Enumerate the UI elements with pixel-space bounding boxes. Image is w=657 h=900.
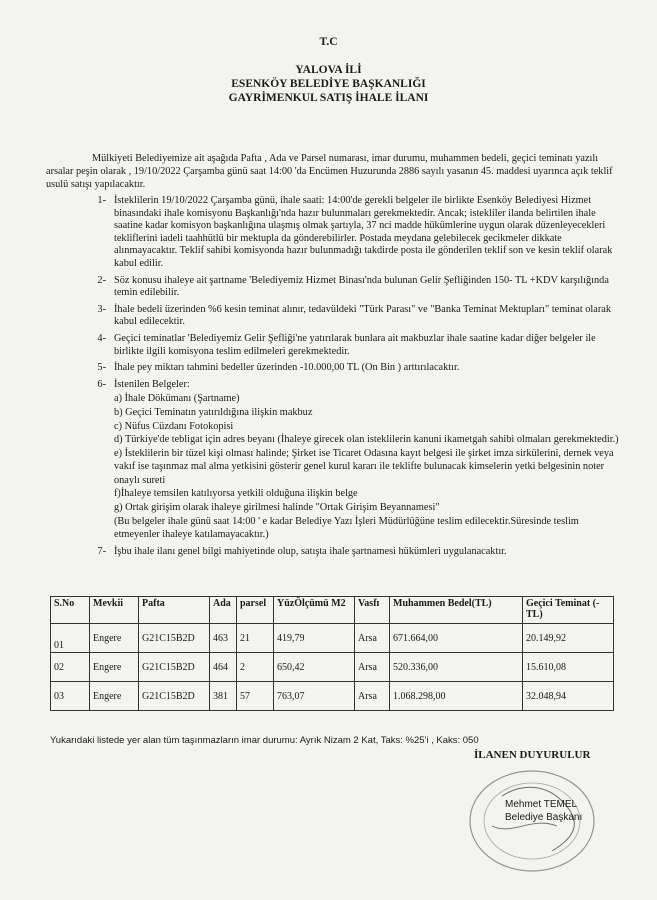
closing-announcement: İLANEN DUYURULUR [474,749,591,761]
intro-paragraph: Mülkiyeti Belediyemize ait aşağıda Pafta , Ada ve Parsel numarası, imar durumu, muhammen bedeli, geçici teminatı yazılı arsalar peşin olarak , 19/10/2022 Çarşamba günü saat 14:00 'da Encümen Huzurunda 2886 sayılı yasanın 45. maddesi uyarınca açık teklif usulü satışı yapılacaktır. [46,153,613,190]
cell-muhammen-bedel: 1.068.298,00 [390,682,523,711]
document-item: e) İsteklilerin bir tüzel kişi olması halinde; Şirket ise Ticaret Odasına kayıt belgesi ile şirket imza sirkülerini, dernek veya vakıf ise taşınmaz mal alma yetkisini gösterir genel kurul kararı ile teklifte bulunacak kimselerin yetki belgesinin noter onaylı sureti [114,447,614,486]
list-item [46,362,626,375]
signatory-title: Belediye Başkanı [505,812,583,823]
header-tc: T.C [319,36,338,48]
column-header: Muhammen Bedel(TL) [390,597,523,624]
cell-gecici-teminat: 15.610,08 [523,653,614,682]
zoning-footnote: Yukarıdaki listede yer alan tüm taşınmazların imar durumu: Ayrık Nizam 2 Kat, Taks: %25'i , Kaks: 050 [50,735,479,746]
table-row [51,624,614,653]
signatory-name: Mehmet TEMEL [505,799,578,810]
item-text: Söz konusu ihaleye ait şartname 'Belediyemiz Hizmet Binası'nda bulunan Gelir Şefliğinden 150- TL +KDV karşılığında temin edilebilir. [114,274,609,299]
column-header: Ada [210,597,237,624]
column-header: parsel [237,597,274,624]
items-list [46,195,626,562]
column-header: S.No [51,597,90,624]
cell-gecici-teminat: 32.048,94 [523,682,614,711]
required-documents-list [114,392,626,542]
list-item [46,333,626,358]
item-text: İsteklilerin 19/10/2022 Çarşamba günü, ihale saati: 14:00'de gerekli belgeler ile birlikte Esenköy Belediyesi Hizmet binasındaki ihale komisyonu Başkanlığı'nda hazır bulunmaları gerekmektedir. Ancak; istekliler ilanda belirtilen ihale saatine kadar komisyon başkanlığına ulaşmış olmak şartıyla, 37 nci madde hükümlerine uygun olarak düzenleyecekleri tekliflerini iadeli taahhütlü bir mektupla da gönderebilirler. Postada meydana gelebilecek gecikmeler dikkate alınmayacaktır. Teklif sahibi komisyonda hazır bulunmadığı takdirde posta ile gönderilen teklif son ve kesin teklif olarak kabul edilir. [114,195,613,269]
cell-ada: 463 [210,624,237,653]
item-number: 3- [97,303,106,315]
document-item: d) Türkiye'de tebligat için adres beyanı (İhaleye girecek olan isteklilerin kanuni ikametgah sahibi olmaları gerekmektedir.) [114,434,619,446]
cell-yuzolcumu: 650,42 [274,653,355,682]
list-item [46,546,626,559]
cell-ada: 464 [210,653,237,682]
cell-mevkii: Engere [90,653,139,682]
header-municipality: ESENKÖY BELEDİYE BAŞKANLIĞI [231,78,426,90]
list-item [46,195,626,271]
item-text: İşbu ihale ilanı genel bilgi mahiyetinde olup, satışta ihale şartnamesi hükümleri uygulanacaktır. [114,545,507,557]
item-text: İstenilen Belgeler: [114,378,190,390]
cell-vasfi: Arsa [355,653,390,682]
item-text: Geçici teminatlar 'Belediyemiz Gelir Şefliği'ne yatırılarak bunlara ait makbuzlar ihale saatine kadar diğer belgeler ile birlikte ilgili komisyona teslim edilmeleri gerekmektedir. [114,332,596,357]
cell-sno: 03 [51,682,90,711]
item-number: 6- [97,378,106,390]
document-item: f)İhaleye temsilen katılıyorsa yetkili olduğuna ilişkin belge [114,488,358,500]
list-item [46,275,626,300]
cell-vasfi: Arsa [355,624,390,653]
table-row [51,682,614,711]
property-table [50,596,614,711]
column-header: Pafta [139,597,210,624]
cell-parsel: 57 [237,682,274,711]
column-header: Mevkii [90,597,139,624]
cell-vasfi: Arsa [355,682,390,711]
cell-parsel: 21 [237,624,274,653]
item-text: İhale pey miktarı tahmini bedeller üzerinden -10.000,00 TL (On Bin ) arttırılacaktır. [114,362,460,374]
list-item [46,379,626,392]
document-item: a) İhale Dökümanı (Şartname) [114,393,240,405]
item-text: İhale bedeli üzerinden %6 kesin teminat alınır, tedavüldeki "Türk Parası" ve "Banka Teminat Mektupları" teminat olarak kabul edilecektir. [114,303,611,328]
column-header: YüzÖlçümü M2 [274,597,355,624]
cell-pafta: G21C15B2D [139,653,210,682]
document-item: b) Geçici Teminatın yatırıldığına ilişkin makbuz [114,406,313,418]
cell-sno: 02 [51,653,90,682]
item-number: 2- [97,274,106,286]
column-header: Geçici Teminat (-TL) [523,597,614,624]
cell-muhammen-bedel: 520.336,00 [390,653,523,682]
column-header: Vasfı [355,597,390,624]
cell-mevkii: Engere [90,624,139,653]
header-title: GAYRİMENKUL SATIŞ İHALE İLANI [228,92,429,104]
document-item: c) Nüfus Cüzdanı Fotokopisi [114,420,234,432]
table-row [51,653,614,682]
document-item: g) Ortak girişim olarak ihaleye girilmesi halinde "Ortak Girişim Beyannamesi" [114,502,440,514]
item-number: 1- [97,195,106,206]
list-item [46,304,626,329]
cell-yuzolcumu: 419,79 [274,624,355,653]
cell-pafta: G21C15B2D [139,624,210,653]
cell-pafta: G21C15B2D [139,682,210,711]
document-item: (Bu belgeler ihale günü saat 14:00 ' e kadar Belediye Yazı İşleri Müdürlüğüne teslim edilecektir.Süresinde teslim etmeyenler ihaleye katılamayacaktır.) [114,515,579,541]
header-province: YALOVA İLİ [295,64,362,76]
cell-ada: 381 [210,682,237,711]
cell-gecici-teminat: 20.149,92 [523,624,614,653]
cell-mevkii: Engere [90,682,139,711]
table-header-row [51,597,614,624]
cell-yuzolcumu: 763,07 [274,682,355,711]
item-number: 5- [97,362,106,374]
item-number: 4- [97,332,106,344]
cell-sno: 01 [51,624,90,653]
cell-parsel: 2 [237,653,274,682]
cell-muhammen-bedel: 671.664,00 [390,624,523,653]
item-number: 7- [97,545,106,557]
